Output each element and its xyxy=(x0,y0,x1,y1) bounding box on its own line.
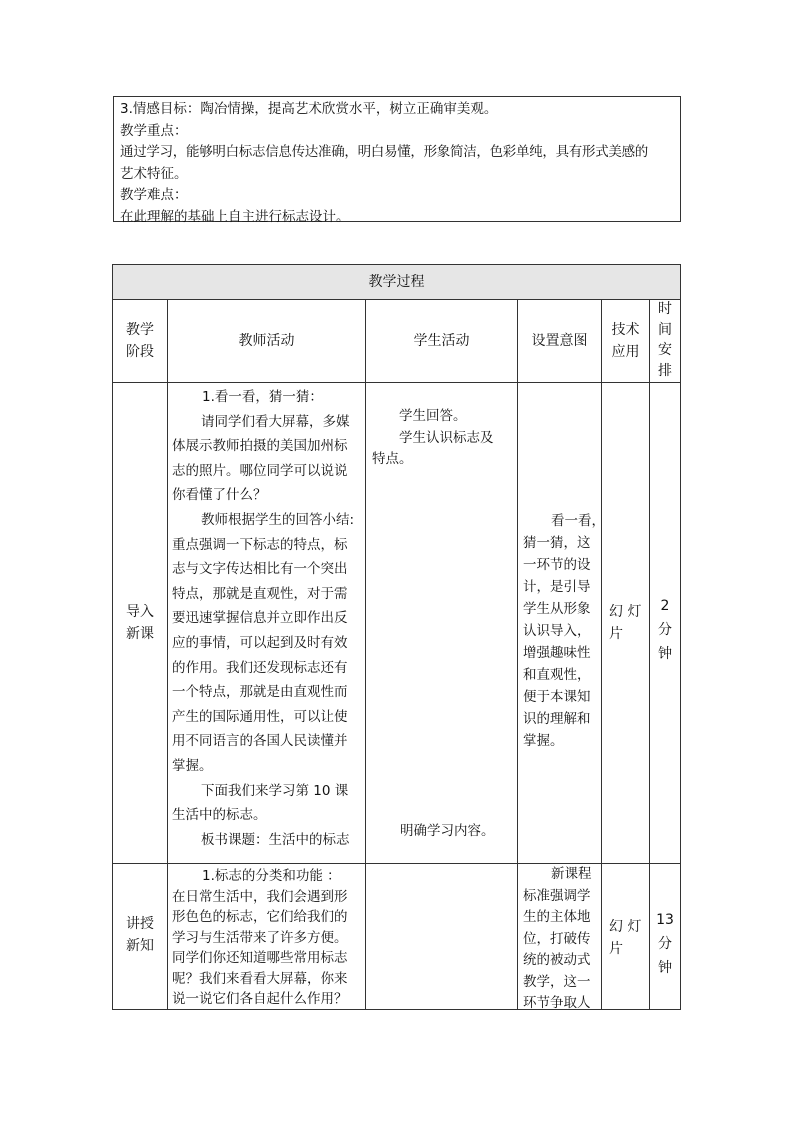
row2-teacher-activity: 1.标志的分类和功能 ： 在日常生活中，我们会遇到形 形色色的标志，它们给我们的 学习与生活带来了许多方便。 同学们你还知道哪些常用标志 呢？我们来看看大屏幕，你来 说一说它们各自起什么作用？ xyxy=(172,868,348,1007)
header-intent: 设置意图 xyxy=(531,333,588,349)
process-table-title-row xyxy=(113,265,680,299)
row1-intent: 看一看， 猜一猜，这 一环节的设 计，是引导 学生从形象 认识导入， 增强趣味性 和直观性， 便于本课知 识的理解和 掌握。 xyxy=(523,513,605,749)
header-student: 学生活动 xyxy=(413,333,470,349)
row1-student-activity: 学生回答。 学生认识标志及 特点。 xyxy=(372,408,494,467)
header-tech: 技术 应用 xyxy=(611,322,640,360)
process-table-title: 教学过程 xyxy=(368,274,425,290)
goals-box xyxy=(113,96,681,225)
row1-student-bottom: 明确学习内容。 xyxy=(400,823,495,839)
row1-stage: 导入 新课 xyxy=(126,604,154,642)
difficulty-text: 在此理解的基础上自主进行标志设计。 xyxy=(120,208,350,225)
row2-tech: 幻 灯 片 xyxy=(609,919,642,957)
key-points-text-cont: 艺术特征。 xyxy=(120,165,188,182)
header-stage: 教学 阶段 xyxy=(126,322,154,360)
row1-tech: 幻 灯 片 xyxy=(609,604,642,642)
row1-time: 2 分 钟 xyxy=(658,598,672,662)
emotion-goal: 3.情感目标：陶冶情操，提高艺术欣赏水平，树立正确审美观。 xyxy=(120,101,498,117)
key-points-label: 教学重点： xyxy=(120,122,188,139)
row1-teacher-activity: 1.看一看，猜一猜： 请同学们看大屏幕，多媒 体展示教师拍摄的美国加州标 志的照片。哪位同学可以说说 你看懂了什么？ 教师根据学生的回答小结: 重点强调一下标志的特点，标 志与文字传达相比有一个突出 特点，那就是直观性，对于需 要迅速掌握信息并立即作出反 应的事情，可以起到及时有效 的作用。我们还发现标志还有 一个特点，那就是由直观性而 产生的国际通用性，可以让使 用不同语言的各国人民读懂并 掌握。 下面我们来学习第 10 课 生活中的标志。 板书课题：生活中的标志 xyxy=(172,389,355,848)
row2-stage: 讲授 新知 xyxy=(126,916,154,954)
row2-intent: 新课程 标准强调学 生的主体地 位，打破传 统的被动式 教学，这一 环节争取人 xyxy=(523,866,592,1011)
row2-time: 13 分 钟 xyxy=(656,912,674,976)
header-time: 时 间 安 排 xyxy=(658,301,672,379)
difficulty-label: 教学难点： xyxy=(120,187,188,203)
key-points-text: 通过学习，能够明白标志信息传达准确，明白易懂，形象简洁，色彩单纯，具有形式美感的 xyxy=(120,144,648,160)
header-teacher: 教师活动 xyxy=(238,333,295,349)
